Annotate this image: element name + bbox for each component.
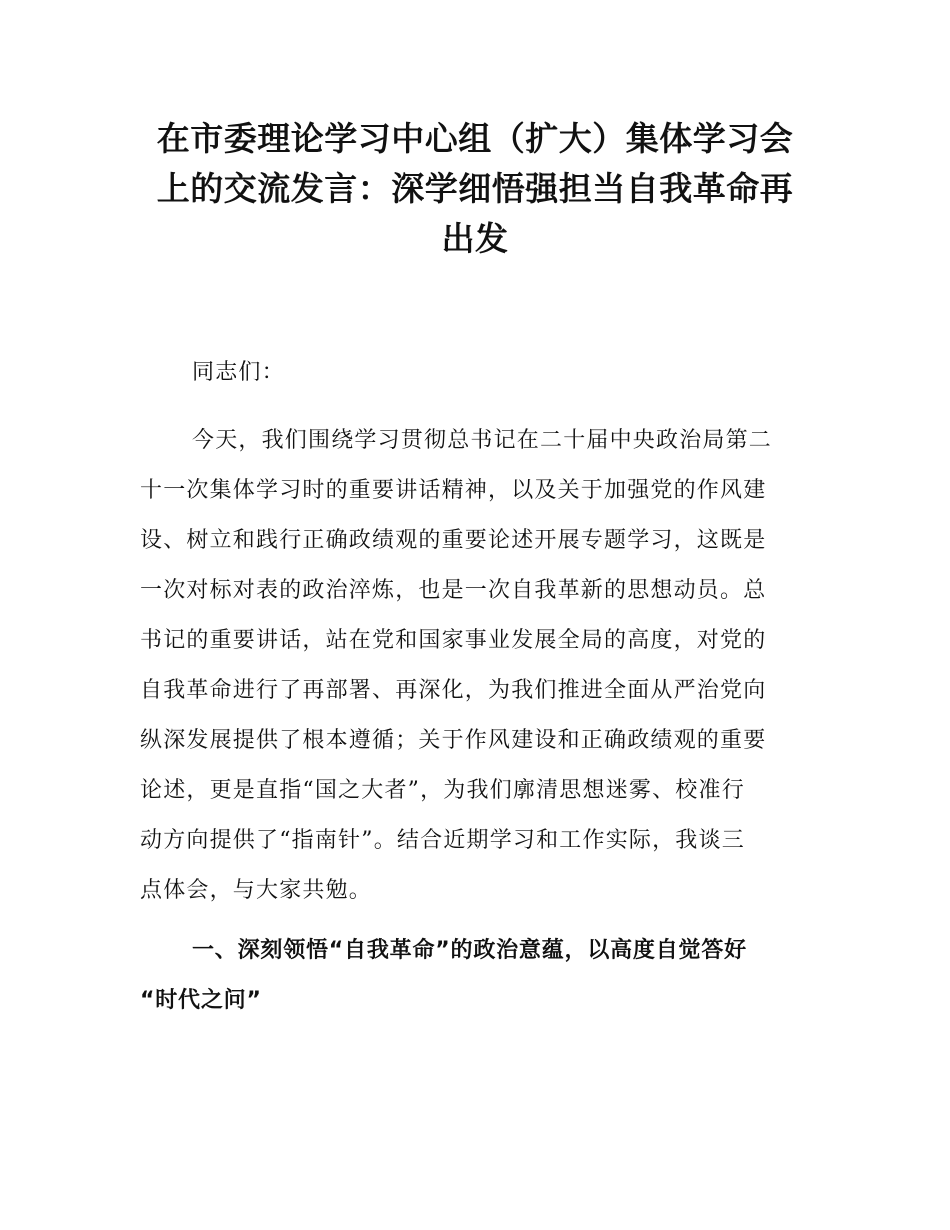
paragraph-line: 今天，我们围绕学习贯彻总书记在二十届中央政治局第二 (192, 428, 773, 453)
document-title (140, 114, 810, 264)
paragraph-line: 论述，更是直指“国之大者”，为我们廓清思想迷雾、校准行 (140, 778, 745, 803)
title-line: 在市委理论学习中心组（扩大）集体学习会 (156, 119, 794, 158)
paragraph-line: 自我革命进行了再部署、再深化，为我们推进全面从严治党向 (140, 678, 767, 703)
paragraph-line: 点体会，与大家共勉。 (140, 878, 373, 903)
paragraph-line: 十一次集体学习时的重要讲话精神，以及关于加强党的作风建 (140, 478, 767, 503)
title-line: 上的交流发言：深学细悟强担当自我革命再 (156, 169, 794, 208)
paragraph-line: 动方向提供了“指南针”。结合近期学习和工作实际，我谈三 (140, 828, 745, 853)
paragraph-intro (140, 416, 810, 916)
greeting-text: 同志们： (192, 360, 285, 385)
paragraph-line: 设、树立和践行正确政绩观的重要论述开展专题学习，这既是 (140, 528, 767, 553)
heading-line: 一、深刻领悟“自我革命”的政治意蕴，以高度自觉答好 (192, 938, 747, 963)
title-line: 出发 (441, 219, 509, 258)
heading-line: “时代之问” (140, 988, 262, 1013)
paragraph-line: 书记的重要讲话，站在党和国家事业发展全局的高度，对党的 (140, 628, 767, 653)
paragraph-line: 纵深发展提供了根本遵循；关于作风建设和正确政绩观的重要 (140, 728, 767, 753)
greeting (140, 348, 810, 398)
paragraph-line: 一次对标对表的政治淬炼，也是一次自我革新的思想动员。总 (140, 578, 767, 603)
section-heading-1 (140, 926, 810, 1026)
